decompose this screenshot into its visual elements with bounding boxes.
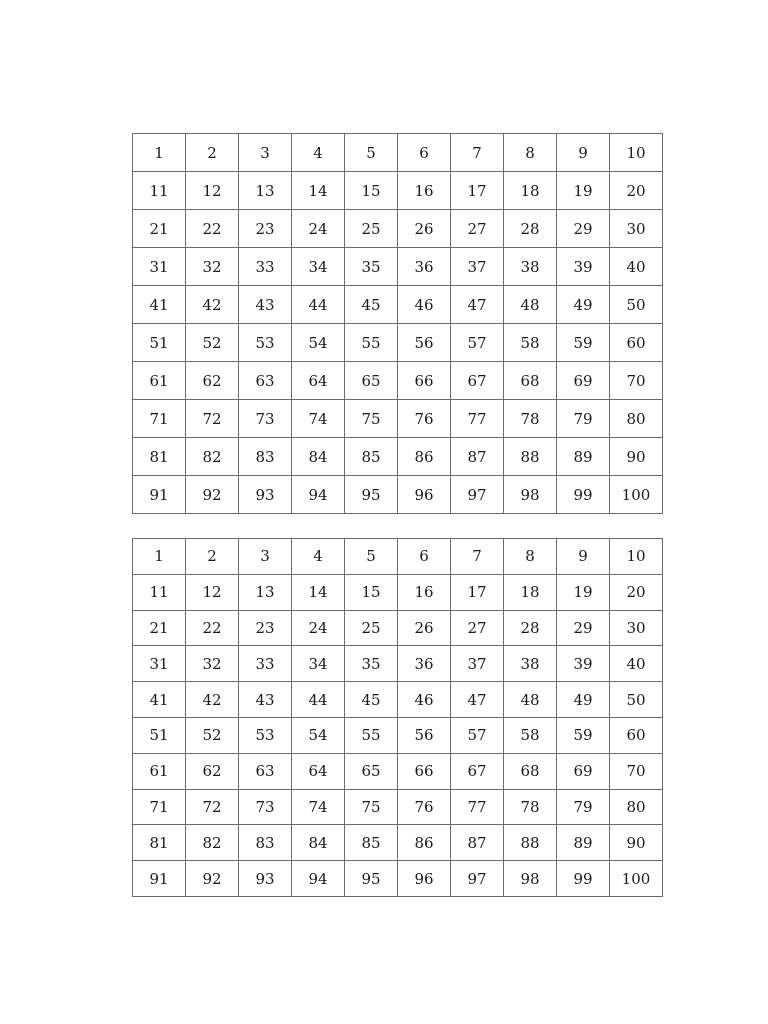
number-cell: 72 [186,789,239,825]
number-cell: 77 [451,400,504,438]
number-cell: 99 [557,861,610,897]
number-cell: 19 [557,574,610,610]
number-cell: 79 [557,789,610,825]
hundred-chart-top [132,133,663,514]
number-cell: 10 [610,134,663,172]
number-cell: 86 [398,825,451,861]
number-cell: 67 [451,753,504,789]
number-cell: 41 [133,682,186,718]
number-cell: 51 [133,717,186,753]
number-cell: 43 [239,682,292,718]
number-cell: 23 [239,210,292,248]
number-cell: 21 [133,210,186,248]
number-cell: 18 [504,172,557,210]
number-cell: 64 [292,753,345,789]
number-cell: 22 [186,210,239,248]
number-cell: 69 [557,753,610,789]
number-cell: 98 [504,861,557,897]
number-cell: 7 [451,134,504,172]
number-cell: 25 [345,210,398,248]
number-cell: 70 [610,753,663,789]
number-cell: 16 [398,172,451,210]
number-cell: 90 [610,438,663,476]
number-cell: 73 [239,400,292,438]
number-cell: 47 [451,286,504,324]
number-cell: 7 [451,539,504,575]
number-cell: 84 [292,825,345,861]
table-row [133,682,663,718]
number-cell: 18 [504,574,557,610]
number-cell: 80 [610,789,663,825]
number-cell: 49 [557,286,610,324]
number-cell: 59 [557,324,610,362]
number-cell: 98 [504,476,557,514]
number-cell: 66 [398,362,451,400]
number-cell: 10 [610,539,663,575]
number-cell: 92 [186,476,239,514]
number-cell: 23 [239,610,292,646]
number-cell: 60 [610,717,663,753]
number-cell: 11 [133,574,186,610]
number-cell: 67 [451,362,504,400]
number-cell: 51 [133,324,186,362]
number-cell: 57 [451,717,504,753]
number-cell: 50 [610,682,663,718]
table-row [133,248,663,286]
number-cell: 55 [345,324,398,362]
number-cell: 35 [345,646,398,682]
number-cell: 78 [504,789,557,825]
number-cell: 30 [610,610,663,646]
number-cell: 12 [186,574,239,610]
number-cell: 12 [186,172,239,210]
number-cell: 72 [186,400,239,438]
number-cell: 54 [292,717,345,753]
number-cell: 53 [239,717,292,753]
table-row [133,574,663,610]
number-cell: 19 [557,172,610,210]
table-row [133,825,663,861]
number-cell: 60 [610,324,663,362]
number-cell: 100 [610,476,663,514]
number-cell: 43 [239,286,292,324]
number-cell: 52 [186,324,239,362]
table-row [133,646,663,682]
number-cell: 50 [610,286,663,324]
number-cell: 63 [239,753,292,789]
number-cell: 58 [504,324,557,362]
number-cell: 78 [504,400,557,438]
number-cell: 5 [345,134,398,172]
number-cell: 100 [610,861,663,897]
number-cell: 30 [610,210,663,248]
number-cell: 28 [504,610,557,646]
number-cell: 56 [398,717,451,753]
number-cell: 83 [239,438,292,476]
number-cell: 40 [610,248,663,286]
number-cell: 37 [451,646,504,682]
number-cell: 84 [292,438,345,476]
number-cell: 56 [398,324,451,362]
number-cell: 3 [239,539,292,575]
number-cell: 31 [133,248,186,286]
table-row [133,172,663,210]
number-cell: 59 [557,717,610,753]
number-cell: 68 [504,753,557,789]
number-cell: 22 [186,610,239,646]
number-cell: 27 [451,210,504,248]
number-cell: 82 [186,438,239,476]
number-cell: 26 [398,610,451,646]
number-cell: 33 [239,646,292,682]
number-cell: 87 [451,438,504,476]
number-cell: 65 [345,362,398,400]
number-cell: 61 [133,362,186,400]
number-cell: 93 [239,861,292,897]
number-cell: 88 [504,825,557,861]
number-cell: 89 [557,438,610,476]
number-cell: 62 [186,753,239,789]
number-cell: 99 [557,476,610,514]
number-cell: 35 [345,248,398,286]
number-cell: 96 [398,476,451,514]
table-row [133,134,663,172]
number-cell: 64 [292,362,345,400]
number-cell: 1 [133,539,186,575]
number-cell: 41 [133,286,186,324]
number-cell: 76 [398,789,451,825]
number-cell: 86 [398,438,451,476]
number-cell: 53 [239,324,292,362]
number-cell: 79 [557,400,610,438]
number-cell: 20 [610,172,663,210]
number-cell: 66 [398,753,451,789]
number-cell: 8 [504,134,557,172]
number-cell: 69 [557,362,610,400]
number-cell: 91 [133,476,186,514]
number-cell: 1 [133,134,186,172]
table-row [133,476,663,514]
number-cell: 29 [557,210,610,248]
number-cell: 14 [292,574,345,610]
number-cell: 31 [133,646,186,682]
table-row [133,400,663,438]
number-cell: 39 [557,248,610,286]
number-cell: 83 [239,825,292,861]
number-cell: 15 [345,172,398,210]
number-cell: 36 [398,646,451,682]
number-cell: 92 [186,861,239,897]
number-cell: 77 [451,789,504,825]
number-cell: 94 [292,476,345,514]
number-cell: 48 [504,682,557,718]
table-row [133,789,663,825]
number-cell: 48 [504,286,557,324]
number-cell: 17 [451,574,504,610]
table-row [133,286,663,324]
number-cell: 88 [504,438,557,476]
table-row [133,324,663,362]
number-cell: 94 [292,861,345,897]
number-cell: 55 [345,717,398,753]
number-cell: 3 [239,134,292,172]
number-cell: 2 [186,539,239,575]
hundred-chart-bottom [132,538,663,897]
number-cell: 47 [451,682,504,718]
number-cell: 27 [451,610,504,646]
number-cell: 16 [398,574,451,610]
number-cell: 24 [292,610,345,646]
number-cell: 57 [451,324,504,362]
number-cell: 42 [186,682,239,718]
number-cell: 75 [345,400,398,438]
number-cell: 95 [345,476,398,514]
number-cell: 45 [345,682,398,718]
number-cell: 6 [398,539,451,575]
number-cell: 97 [451,861,504,897]
number-cell: 95 [345,861,398,897]
number-cell: 33 [239,248,292,286]
number-cell: 25 [345,610,398,646]
number-cell: 63 [239,362,292,400]
number-cell: 13 [239,574,292,610]
number-cell: 9 [557,134,610,172]
number-cell: 97 [451,476,504,514]
number-cell: 44 [292,682,345,718]
number-cell: 70 [610,362,663,400]
number-cell: 61 [133,753,186,789]
number-cell: 5 [345,539,398,575]
number-cell: 38 [504,248,557,286]
number-cell: 24 [292,210,345,248]
number-cell: 52 [186,717,239,753]
number-cell: 8 [504,539,557,575]
number-cell: 93 [239,476,292,514]
number-cell: 32 [186,248,239,286]
number-cell: 71 [133,400,186,438]
number-cell: 14 [292,172,345,210]
number-cell: 46 [398,286,451,324]
number-cell: 4 [292,539,345,575]
table-row [133,717,663,753]
table-row [133,210,663,248]
number-cell: 46 [398,682,451,718]
number-cell: 36 [398,248,451,286]
number-cell: 71 [133,789,186,825]
table-row [133,610,663,646]
number-cell: 11 [133,172,186,210]
number-cell: 34 [292,248,345,286]
table-row [133,438,663,476]
number-cell: 17 [451,172,504,210]
number-cell: 42 [186,286,239,324]
number-cell: 45 [345,286,398,324]
number-cell: 37 [451,248,504,286]
number-cell: 90 [610,825,663,861]
number-cell: 74 [292,789,345,825]
number-cell: 21 [133,610,186,646]
number-cell: 26 [398,210,451,248]
number-cell: 73 [239,789,292,825]
number-cell: 9 [557,539,610,575]
number-cell: 74 [292,400,345,438]
number-cell: 75 [345,789,398,825]
number-cell: 54 [292,324,345,362]
table-row [133,861,663,897]
number-cell: 81 [133,438,186,476]
number-cell: 89 [557,825,610,861]
number-cell: 6 [398,134,451,172]
number-cell: 96 [398,861,451,897]
number-cell: 34 [292,646,345,682]
number-cell: 28 [504,210,557,248]
number-cell: 32 [186,646,239,682]
table-row [133,539,663,575]
number-cell: 4 [292,134,345,172]
number-cell: 20 [610,574,663,610]
number-cell: 2 [186,134,239,172]
number-cell: 39 [557,646,610,682]
table-row [133,753,663,789]
number-cell: 85 [345,825,398,861]
number-cell: 87 [451,825,504,861]
number-cell: 58 [504,717,557,753]
number-cell: 80 [610,400,663,438]
number-cell: 62 [186,362,239,400]
number-cell: 82 [186,825,239,861]
number-cell: 49 [557,682,610,718]
table-row [133,362,663,400]
number-cell: 38 [504,646,557,682]
number-cell: 91 [133,861,186,897]
number-cell: 65 [345,753,398,789]
number-cell: 15 [345,574,398,610]
number-cell: 44 [292,286,345,324]
number-cell: 68 [504,362,557,400]
number-cell: 40 [610,646,663,682]
number-cell: 81 [133,825,186,861]
number-cell: 76 [398,400,451,438]
number-cell: 85 [345,438,398,476]
number-cell: 13 [239,172,292,210]
number-cell: 29 [557,610,610,646]
